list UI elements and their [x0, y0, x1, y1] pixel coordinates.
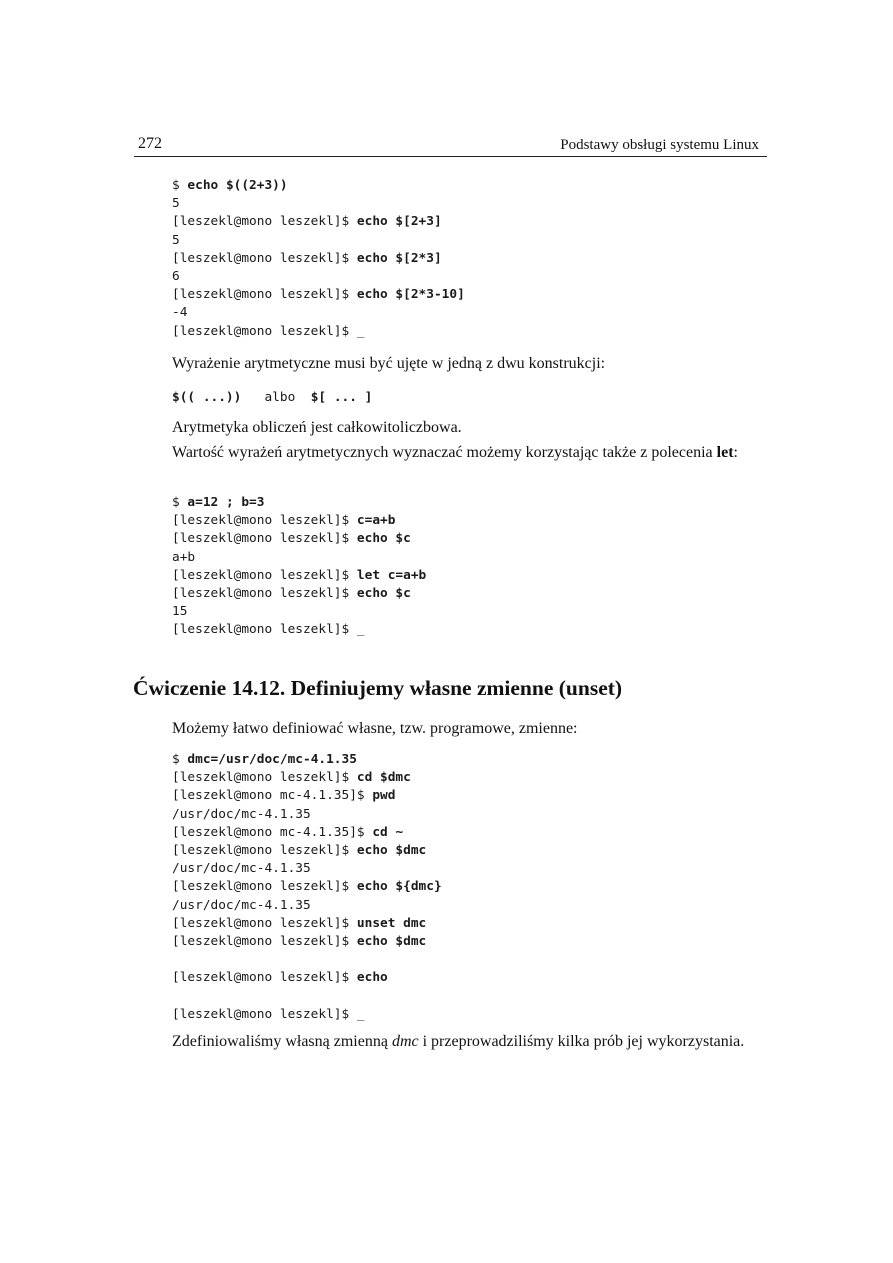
code-line [172, 1006, 442, 1024]
running-title: Podstawy obsługi systemu Linux [560, 137, 759, 153]
constructs-line [172, 389, 372, 407]
code-line [172, 213, 465, 231]
code-line [172, 878, 442, 896]
code-line [172, 987, 442, 1005]
code-line [172, 769, 442, 787]
code-line [172, 494, 426, 512]
code-line [172, 323, 465, 341]
code-line [172, 567, 426, 585]
code-line-output: -4 [172, 305, 188, 321]
code-line-output: [leszekl@mono leszekl]$ [172, 513, 357, 529]
code-line-output: /usr/doc/mc-4.1.35 [172, 897, 311, 913]
code-line [172, 897, 442, 915]
code-line [172, 585, 426, 603]
code-line-output: $ [172, 495, 188, 510]
code-line-command: echo $dmc [356, 933, 427, 949]
code-line [172, 933, 442, 951]
paragraph-integer-arithmetic: Arytmetyka obliczeń jest całkowitoliczbowa. [172, 419, 462, 436]
code-line [172, 603, 426, 621]
code-line-command: echo $c [356, 531, 411, 547]
code-line-output: 15 [172, 604, 188, 620]
variable-name: dmc [391, 1033, 419, 1050]
code-line-output: [leszekl@mono leszekl]$ [172, 567, 357, 583]
code-line [172, 860, 442, 878]
code-line [172, 824, 442, 842]
code-line-output: [leszekl@mono mc-4.1.35]$ [172, 824, 373, 840]
construct-bracket: $[ ... ] [310, 390, 373, 405]
code-block-unset [172, 751, 442, 1024]
paragraph-summary-before: Zdefiniowaliśmy własną zmienną [172, 1033, 392, 1050]
code-line-output: [leszekl@mono leszekl]$ [172, 531, 357, 547]
code-line-output: [leszekl@mono leszekl]$ [172, 250, 357, 266]
paragraph-constructs-intro: Wyrażenie arytmetyczne musi być ujęte w jedną z dwu konstrukcji: [172, 355, 606, 372]
code-line-output: 5 [172, 196, 180, 212]
code-line [172, 549, 426, 567]
code-line-command: echo $[2+3] [356, 214, 442, 230]
code-line-output: [leszekl@mono leszekl]$ [172, 879, 357, 895]
code-line-command: echo [356, 970, 388, 986]
code-line-output: $ [172, 178, 188, 193]
code-line-output: /usr/doc/mc-4.1.35 [172, 861, 311, 877]
code-line-command: let c=a+b [356, 567, 427, 583]
code-line [172, 286, 465, 304]
code-line-command: echo $[2*3] [356, 250, 442, 266]
code-line-output: [leszekl@mono leszekl]$ [172, 770, 357, 786]
code-line [172, 512, 426, 530]
code-line-output: [leszekl@mono leszekl]$ _ [172, 622, 365, 638]
code-line-output: /usr/doc/mc-4.1.35 [172, 806, 311, 822]
paragraph-own-variables: Możemy łatwo definiować własne, tzw. programowe, zmienne: [172, 720, 578, 737]
construct-double-paren: $(( ...)) [172, 390, 242, 405]
code-line-output: $ [172, 752, 188, 767]
code-line-output: [leszekl@mono leszekl]$ _ [172, 1006, 365, 1022]
code-line-command: echo ${dmc} [356, 879, 442, 895]
code-line-command: echo $[2*3-10] [356, 287, 465, 303]
code-line-output: [leszekl@mono leszekl]$ _ [172, 323, 365, 339]
code-line [172, 195, 465, 213]
code-line [172, 951, 442, 969]
code-line-command: c=a+b [356, 513, 396, 529]
code-line [172, 250, 465, 268]
code-line [172, 530, 426, 548]
code-line-output: 5 [172, 232, 180, 248]
code-line [172, 177, 465, 195]
code-line-command: dmc=/usr/doc/mc-4.1.35 [187, 752, 357, 767]
page-header [134, 133, 767, 159]
code-line [172, 304, 465, 322]
code-line [172, 268, 465, 286]
paragraph-let-text: Wartość wyrażeń arytmetycznych wyznaczać możemy korzystając także z polecenia [172, 444, 717, 461]
code-line [172, 969, 442, 987]
code-line [172, 842, 442, 860]
code-line-output: 6 [172, 268, 180, 284]
paragraph-let [133, 443, 769, 463]
paragraph-summary-after: i przeprowadziliśmy kilka prób jej wykorzystania. [418, 1033, 745, 1050]
code-line-output: [leszekl@mono leszekl]$ [172, 970, 357, 986]
code-line-output: [leszekl@mono leszekl]$ [172, 585, 357, 601]
paragraph-summary [133, 1032, 769, 1052]
code-line-command: pwd [372, 788, 396, 804]
code-line-command: echo $c [356, 585, 411, 601]
header-rule [134, 156, 767, 157]
code-line [172, 232, 465, 250]
code-line [172, 915, 442, 933]
code-line-output: [leszekl@mono mc-4.1.35]$ [172, 788, 373, 804]
code-line-output: [leszekl@mono leszekl]$ [172, 214, 357, 230]
let-command: let [716, 444, 734, 461]
code-line [172, 787, 442, 805]
code-line-output: [leszekl@mono leszekl]$ [172, 842, 357, 858]
code-line [172, 806, 442, 824]
code-line-output: [leszekl@mono leszekl]$ [172, 915, 357, 931]
code-line-output: a+b [172, 549, 196, 565]
code-block-let [172, 494, 426, 640]
code-line-command: cd $dmc [356, 770, 411, 786]
paragraph-let-end: : [733, 444, 738, 461]
code-block-arithmetic [172, 177, 465, 341]
code-line-command: echo $((2+3)) [187, 178, 288, 193]
code-line-command: cd ~ [372, 824, 404, 840]
code-line [172, 751, 442, 769]
code-line-command: echo $dmc [356, 842, 427, 858]
code-line-command: unset dmc [356, 915, 427, 931]
code-line-output: [leszekl@mono leszekl]$ [172, 933, 357, 949]
code-line-command: a=12 ; b=3 [187, 495, 265, 510]
code-line-output: [leszekl@mono leszekl]$ [172, 287, 357, 303]
construct-separator: albo [264, 390, 296, 405]
page-number: 272 [138, 135, 162, 152]
code-line [172, 621, 426, 639]
exercise-heading: Ćwiczenie 14.12. Definiujemy własne zmienne (unset) [133, 676, 623, 700]
